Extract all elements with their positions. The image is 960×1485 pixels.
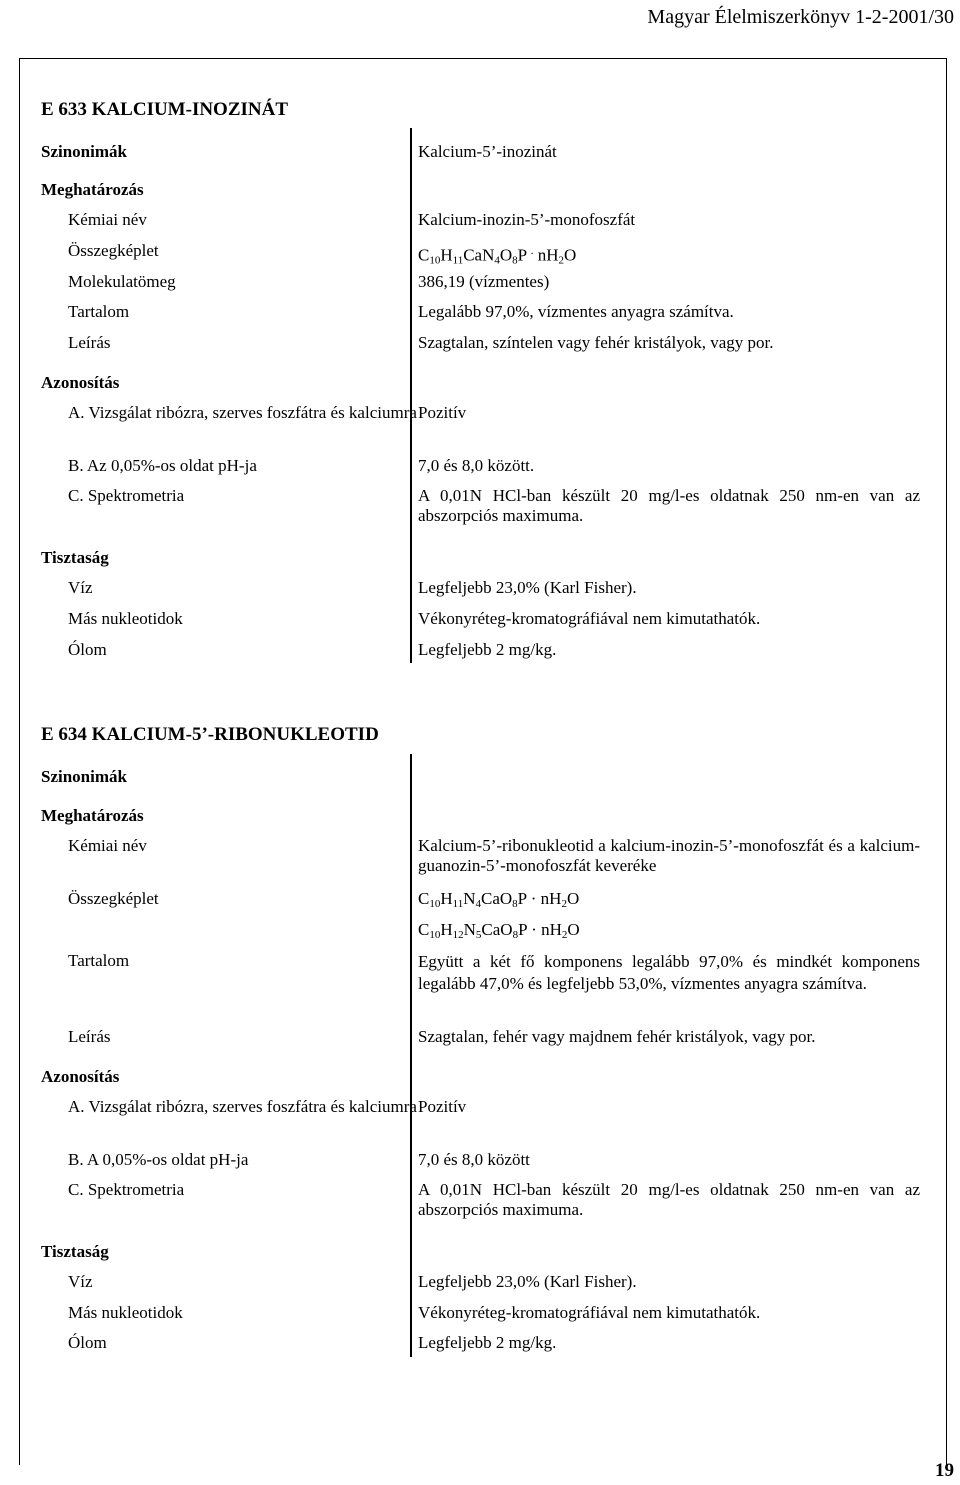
column-divider-e633 [410, 128, 412, 663]
synonyms-value: Kalcium-5’-inozinát [418, 142, 557, 161]
section-title-e633: E 633 KALCIUM-INOZINÁT [41, 99, 289, 120]
description-label: Leírás [68, 333, 111, 352]
definition-label: Meghatározás [41, 806, 144, 825]
test-c-value: A 0,01N HCl-ban készült 20 mg/l-es oldatnak 250 nm-en van az abszorpciós maximuma. [418, 1180, 920, 1219]
test-a-label: A. Vizsgálat ribózra, szerves foszfátra és kalciumra [68, 403, 417, 422]
water-label: Víz [68, 578, 93, 597]
synonyms-label: Szinonimák [41, 767, 127, 786]
assay-value: Legalább 97,0%, vízmentes anyagra számítva. [418, 302, 734, 321]
chemical-name-value: Kalcium-inozin-5’-monofoszfát [418, 210, 636, 229]
test-c-label: C. Spektrometria [68, 1180, 185, 1199]
chemical-name-label: Kémiai név [68, 836, 147, 855]
identification-label: Azonosítás [41, 373, 120, 392]
test-b-value: 7,0 és 8,0 között [418, 1150, 530, 1169]
test-b-label: B. A 0,05%-os oldat pH-ja [68, 1150, 249, 1169]
test-c-value: A 0,01N HCl-ban készült 20 mg/l-es oldatnak 250 nm-en van az abszorpciós maximuma. [418, 486, 920, 525]
description-value: Szagtalan, fehér vagy majdnem fehér kristályok, vagy por. [418, 1027, 816, 1046]
formula-label: Összegképlet [68, 889, 159, 908]
other-nucleotides-label: Más nukleotidok [68, 609, 183, 628]
description-label: Leírás [68, 1027, 111, 1046]
chemical-name-value: Kalcium-5’-ribonukleotid a kalcium-inozin-5’-monofoszfát és a kalcium-guanozin-5’-monofoszfát keveréke [418, 836, 920, 875]
page-frame [19, 58, 947, 1465]
test-a-value: Pozitív [418, 403, 467, 422]
purity-label: Tisztaság [41, 548, 109, 567]
water-value: Legfeljebb 23,0% (Karl Fisher). [418, 1272, 637, 1291]
identification-label: Azonosítás [41, 1067, 120, 1086]
assay-label: Tartalom [68, 951, 130, 970]
formula-value-1: $C_{10}H_{11}N_4CaO_8P \cdot nH_2O$ [418, 889, 580, 910]
definition-label: Meghatározás [41, 180, 144, 199]
test-a-value: Pozitív [418, 1097, 467, 1116]
water-label: Víz [68, 1272, 93, 1291]
lead-value: Legfeljebb 2 mg/kg. [418, 1333, 557, 1352]
description-value: Szagtalan, színtelen vagy fehér kristályok, vagy por. [418, 333, 774, 352]
test-b-label: B. Az 0,05%-os oldat pH-ja [68, 456, 257, 475]
running-header: Magyar Élelmiszerkönyv 1-2-2001/30 [647, 6, 954, 28]
test-c-label: C. Spektrometria [68, 486, 185, 505]
lead-label: Ólom [68, 640, 107, 659]
other-nucleotides-value: Vékonyréteg-kromatográfiával nem kimutathatók. [418, 1303, 761, 1322]
lead-label: Ólom [68, 1333, 107, 1352]
column-divider-e634 [410, 754, 412, 1357]
page-number: 19 [935, 1460, 954, 1481]
other-nucleotides-label: Más nukleotidok [68, 1303, 183, 1322]
synonyms-label: Szinonimák [41, 142, 127, 161]
molar-mass-label: Molekulatömeg [68, 272, 176, 291]
section-title-e634: E 634 KALCIUM-5’-RIBONUKLEOTID [41, 724, 379, 745]
test-b-value: 7,0 és 8,0 között. [418, 456, 535, 475]
formula-label: Összegképlet [68, 241, 159, 260]
molar-mass-value: 386,19 (vízmentes) [418, 272, 550, 291]
formula-value: $C_{10}H_{11}CaN_4O_8P$ . $nH_2O$ [418, 245, 577, 267]
lead-value: Legfeljebb 2 mg/kg. [418, 640, 557, 659]
formula-value-2: $C_{10}H_{12}N_5CaO_8P \cdot nH_2O$ [418, 920, 580, 941]
other-nucleotides-value: Vékonyréteg-kromatográfiával nem kimutathatók. [418, 609, 761, 628]
chemical-name-label: Kémiai név [68, 210, 147, 229]
purity-label: Tisztaság [41, 1242, 109, 1261]
test-a-label: A. Vizsgálat ribózra, szerves foszfátra és kalciumra [68, 1097, 417, 1116]
water-value: Legfeljebb 23,0% (Karl Fisher). [418, 578, 637, 597]
assay-label: Tartalom [68, 302, 130, 321]
assay-value: Együtt a két fő komponens legalább 97,0% és mindkét komponens legalább 47,0% és legfeljebb 53,0%, vízmentes anyagra számítva. [418, 952, 920, 993]
